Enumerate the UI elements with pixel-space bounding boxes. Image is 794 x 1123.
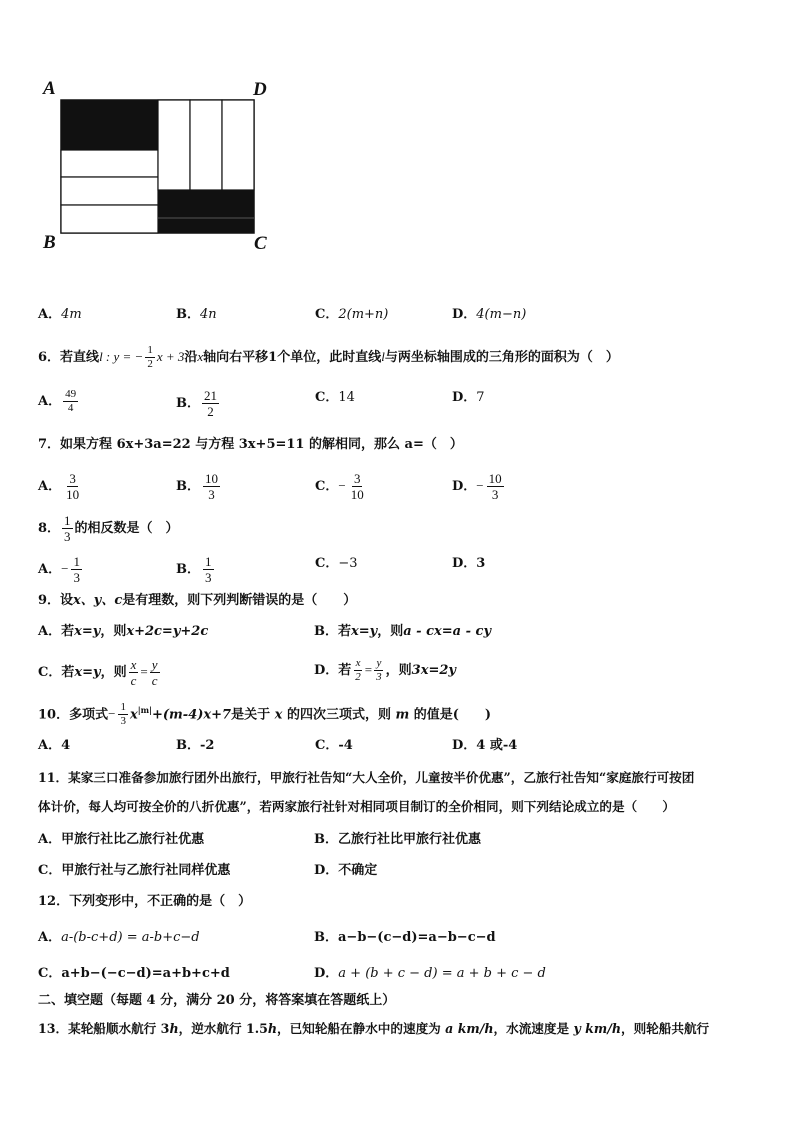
fraction-denominator: 4 <box>67 402 74 414</box>
option-math: a - cx=a - cy <box>403 624 492 639</box>
fraction-numerator: 1 <box>73 554 80 569</box>
stem-fraction <box>145 344 155 371</box>
option-letter: C． <box>315 307 339 322</box>
option-value: 甲旅行社比乙旅行社优惠 <box>61 832 205 847</box>
option-text: ，则 <box>100 665 127 680</box>
vertex-label-a: A <box>43 78 56 99</box>
q11-stem-line1: 11．某家三口准备参加旅行团外出旅行，甲旅行社告知“大人全价，儿童按半价优惠”，乙旅行社告知“家庭旅行可按团 <box>38 770 695 785</box>
q10-stem <box>38 700 491 728</box>
option-value: 2(m+n) <box>338 307 389 322</box>
exponent: |m| <box>137 705 152 715</box>
fraction-denominator: 3 <box>64 529 71 544</box>
stem-var: x <box>274 707 283 723</box>
fraction-numerator: y <box>376 657 382 669</box>
q6-option-b[interactable] <box>176 388 221 419</box>
fraction-denominator: 10 <box>350 487 364 502</box>
option-letter: B． <box>176 562 200 577</box>
stem-text: 是关于 <box>231 707 271 723</box>
option-letter: A． <box>38 930 62 945</box>
stem-unit: h <box>169 1021 179 1036</box>
option-letter: A． <box>38 394 62 409</box>
option-math: x+2c=y+2c <box>126 624 209 639</box>
q9-option-d[interactable] <box>314 657 456 684</box>
option-value: 14 <box>338 390 355 405</box>
q11-option-a[interactable] <box>38 830 204 850</box>
fraction-numerator: x <box>130 657 137 672</box>
q8-option-b[interactable] <box>176 554 216 585</box>
fraction-denominator: 3 <box>208 487 215 502</box>
stem-math: x + 3 <box>156 349 185 364</box>
option-value: a−b−(c−d)=a−b−c−d <box>338 930 496 945</box>
option-value: 4m <box>61 307 82 322</box>
fraction-numerator: 10 <box>488 471 502 486</box>
option-letter: C． <box>315 738 339 753</box>
option-letter: B． <box>176 738 200 753</box>
q5-option-c[interactable] <box>315 305 388 325</box>
q8-option-a[interactable] <box>38 554 84 585</box>
stem-vars: x、y、c <box>73 593 123 608</box>
option-text: 若 <box>61 665 75 680</box>
option-letter: D． <box>452 479 477 494</box>
fraction-denominator: c <box>151 673 158 688</box>
q6-option-d[interactable] <box>452 388 485 408</box>
q10-option-d[interactable] <box>452 736 517 756</box>
option-letter: C． <box>315 390 339 405</box>
option-fraction <box>150 657 160 688</box>
option-math: x=y <box>351 624 378 639</box>
option-value: -2 <box>200 738 215 753</box>
option-fraction <box>63 388 78 415</box>
q10-option-c[interactable] <box>315 736 353 756</box>
stem-text: 沿 <box>184 350 198 365</box>
q9-option-b[interactable] <box>314 622 491 642</box>
option-letter: D． <box>452 307 477 322</box>
option-fraction <box>129 657 139 688</box>
section-heading-fill-in: 二、填空题（每题 4 分，满分 20 分，将答案填在答题纸上） <box>38 993 396 1008</box>
stem-math: y km/h <box>573 1021 621 1036</box>
stem-text: 的相反数是（ ） <box>74 521 179 536</box>
option-letter: A． <box>38 479 62 494</box>
option-letter: B． <box>176 479 200 494</box>
option-letter: C． <box>315 479 339 494</box>
q6-option-a[interactable] <box>38 388 80 415</box>
option-fraction <box>353 657 363 684</box>
q12-stem: 12．下列变形中，不正确的是（ ） <box>38 894 252 909</box>
fraction-denominator: 3 <box>120 715 126 728</box>
option-letter: A． <box>38 832 62 847</box>
q11-option-b[interactable] <box>314 830 481 850</box>
option-letter: C． <box>38 966 62 981</box>
stem-text: 与两坐标轴围成的三角形的面积为（ ） <box>384 350 619 365</box>
equals-sign: = <box>364 662 373 677</box>
fraction-denominator: 3 <box>376 671 382 683</box>
fraction-numerator: 3 <box>69 471 76 486</box>
q12-option-b[interactable] <box>314 928 496 948</box>
fraction-denominator: 3 <box>491 487 499 502</box>
option-value: 4(m−n) <box>476 307 527 322</box>
option-letter: D． <box>452 390 477 405</box>
option-letter: A． <box>38 738 62 753</box>
option-letter: B． <box>314 624 338 639</box>
q9-stem <box>38 591 356 611</box>
option-value: 甲旅行社与乙旅行社同样优惠 <box>61 863 231 878</box>
stem-unit: h <box>267 1021 278 1036</box>
stem-var: x <box>197 349 204 364</box>
fraction-numerator: 10 <box>205 471 218 486</box>
q11-option-c[interactable] <box>38 861 230 881</box>
option-text: ，则 <box>100 624 127 639</box>
q7-option-a[interactable] <box>38 471 83 502</box>
q12-option-c[interactable] <box>38 964 230 984</box>
option-text: 若 <box>338 663 352 678</box>
q7-option-d[interactable] <box>452 471 506 502</box>
option-letter: A． <box>38 624 62 639</box>
option-value: 4 <box>61 738 71 753</box>
option-letter: C． <box>315 556 339 571</box>
q11-option-d[interactable] <box>314 861 377 881</box>
q12-option-a[interactable] <box>38 928 200 948</box>
option-value: 3 <box>476 556 486 571</box>
fraction-numerator: y <box>151 657 158 672</box>
option-letter: B． <box>176 396 200 411</box>
option-text: ，则 <box>385 663 412 678</box>
fraction-numerator: 1 <box>120 701 126 714</box>
q6-option-c[interactable] <box>315 388 355 408</box>
equals-sign: = <box>140 664 148 679</box>
option-math: x=y <box>74 665 101 680</box>
stem-text: 若直线 <box>60 350 100 365</box>
option-letter: A． <box>38 562 62 577</box>
stem-math: +(m-4)x+7 <box>152 707 232 723</box>
option-letter: D． <box>452 738 477 753</box>
option-value: a + (b + c − d) = a + b + c − d <box>338 966 546 981</box>
fraction-numerator: 1 <box>64 513 71 528</box>
q5-option-b[interactable] <box>176 305 217 325</box>
fraction-numerator: 21 <box>204 388 217 403</box>
q6-stem <box>38 344 619 371</box>
q5-option-a[interactable] <box>38 305 82 325</box>
q9-option-a[interactable] <box>38 622 208 642</box>
question-number: 8． <box>38 521 61 536</box>
fraction-numerator: 3 <box>353 471 361 486</box>
fraction-denominator: 3 <box>73 570 80 585</box>
option-text: 若 <box>61 624 75 639</box>
stem-text: 是有理数，则下列判断错误的是（ ） <box>122 593 357 608</box>
q7-option-b[interactable] <box>176 471 222 502</box>
rectangle-figure <box>40 78 280 263</box>
negative-sign: − <box>476 478 484 493</box>
q8-option-d[interactable] <box>452 554 485 574</box>
stem-fraction <box>62 513 73 544</box>
stem-math: x <box>129 707 138 723</box>
option-letter: A． <box>38 307 62 322</box>
stem-var: m <box>395 707 410 723</box>
q11-stem-line2: 体计价，每人均可按全价的八折优惠”，若两家旅行社针对相同项目制订的全价相同，则下列结论成立的是（ ） <box>38 799 675 814</box>
option-text: 若 <box>338 624 352 639</box>
q5-option-d[interactable] <box>452 305 526 325</box>
option-fraction <box>71 554 82 585</box>
option-value: 不确定 <box>338 863 378 878</box>
negative-sign: − <box>338 478 346 493</box>
option-value: 4n <box>200 307 217 322</box>
fraction-numerator: 1 <box>205 554 212 569</box>
option-math: x=y <box>74 624 101 639</box>
option-fraction <box>203 554 214 585</box>
option-fraction <box>202 388 219 419</box>
option-letter: C． <box>38 863 62 878</box>
q9-option-c[interactable] <box>38 657 162 688</box>
stem-text: 的值是( ) <box>413 707 492 723</box>
vertex-label-d: D <box>253 79 267 100</box>
vertex-label-c: C <box>254 233 267 254</box>
fraction-denominator: 2 <box>207 404 214 419</box>
q7-stem: 7．如果方程 6x+3a=22 与方程 3x+5=11 的解相同，那么 a=（ ） <box>38 437 463 452</box>
stem-text: 10．多项式 <box>38 707 109 723</box>
question-number: 6． <box>38 350 61 365</box>
q12-option-d[interactable] <box>314 964 546 984</box>
option-letter: D． <box>314 863 339 878</box>
stem-text: ，已知轮船在静水中的速度为 <box>277 1021 446 1036</box>
option-fraction <box>203 471 220 502</box>
option-value: -4 <box>338 738 353 753</box>
option-value: a+b−(−c−d)=a+b+c+d <box>61 966 230 981</box>
option-letter: C． <box>38 665 62 680</box>
option-letter: B． <box>314 930 338 945</box>
stem-text: 13．某轮船顺水航行 3 <box>38 1021 170 1036</box>
option-letter: D． <box>314 966 339 981</box>
option-fraction <box>349 471 366 502</box>
fraction-denominator: 3 <box>205 570 212 585</box>
fraction-numerator: 49 <box>65 388 77 400</box>
option-value: 4 或-4 <box>476 738 518 753</box>
stem-text: 9．设 <box>38 593 74 608</box>
option-letter: D． <box>452 556 477 571</box>
stem-text: 的四次三项式，则 <box>286 707 391 723</box>
fraction-numerator: x <box>355 657 361 669</box>
stem-text: ，水流速度是 <box>493 1021 574 1036</box>
fraction-denominator: 2 <box>355 671 361 683</box>
stem-text: ，则轮船共航行 <box>620 1021 710 1036</box>
option-fraction <box>374 657 384 684</box>
option-value: 乙旅行社比甲旅行社优惠 <box>338 832 482 847</box>
q7-option-c[interactable] <box>315 471 368 502</box>
stem-math: a km/h <box>445 1021 494 1036</box>
option-fraction <box>487 471 504 502</box>
option-math: 3x=2y <box>411 663 456 678</box>
stem-math: l : y = − <box>99 349 144 364</box>
stem-text: ，逆水航行 1.5 <box>178 1021 268 1036</box>
negative-sign: − <box>61 561 69 576</box>
option-letter: D． <box>314 663 339 678</box>
fraction-denominator: 10 <box>66 487 80 502</box>
stem-var: l <box>381 349 385 364</box>
option-text: ，则 <box>377 624 404 639</box>
fraction-numerator: 1 <box>147 344 153 356</box>
option-letter: B． <box>176 307 200 322</box>
q10-option-a[interactable] <box>38 736 70 756</box>
negative-sign: − <box>108 706 116 722</box>
rectangle-diagram <box>40 78 280 263</box>
q13-stem <box>38 1019 709 1039</box>
q8-option-c[interactable] <box>315 554 358 574</box>
q10-option-b[interactable] <box>176 736 214 756</box>
q8-stem <box>38 513 179 544</box>
fraction-denominator: c <box>130 673 137 688</box>
option-value: a-(b-c+d) = a-b+c−d <box>61 930 200 945</box>
vertex-label-b: B <box>43 232 56 253</box>
option-value: 7 <box>476 390 485 405</box>
option-letter: B． <box>314 832 338 847</box>
stem-text: 轴向右平移1个单位，此时直线 <box>203 350 382 365</box>
option-fraction <box>64 471 81 502</box>
option-value: −3 <box>338 556 358 571</box>
stem-fraction <box>118 701 128 728</box>
fraction-denominator: 2 <box>147 358 153 370</box>
